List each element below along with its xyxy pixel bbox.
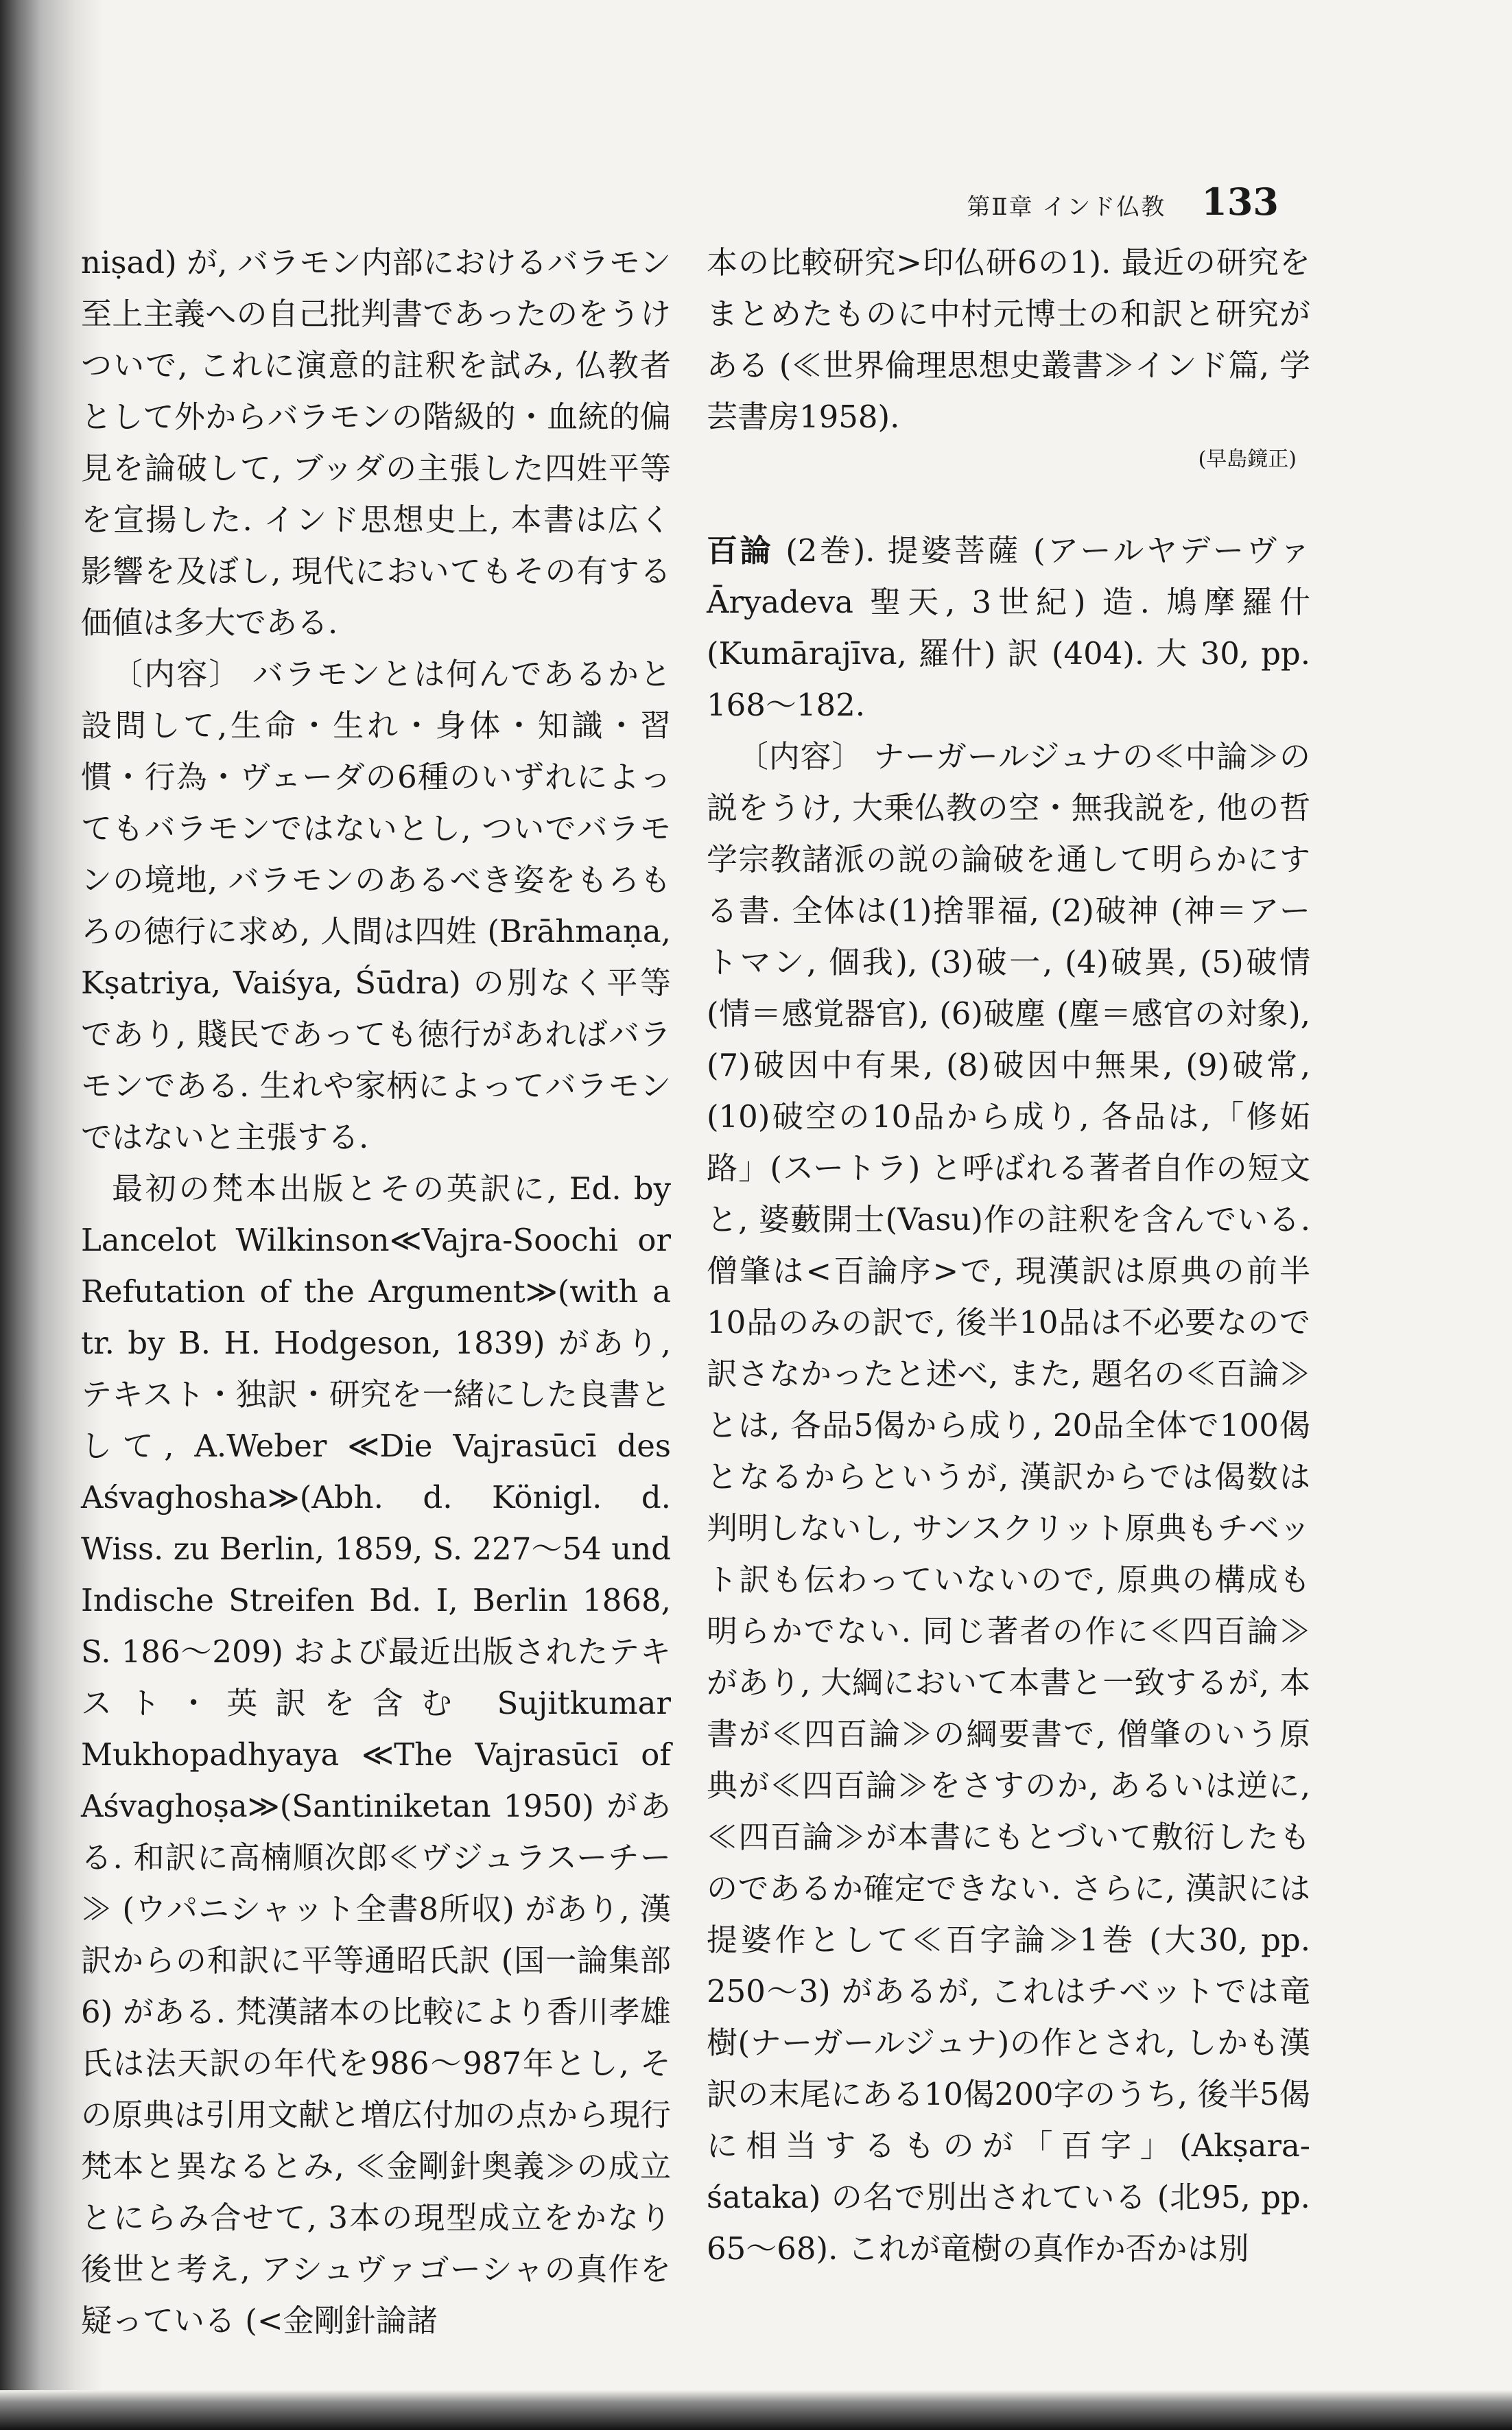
entry-title: 百論 xyxy=(707,532,774,569)
right-column xyxy=(707,237,1310,2274)
page-number: 133 xyxy=(1201,180,1279,224)
paragraph: 〔内容〕 バラモンとは何んであるかと設問して,生命・生れ・身体・知識・習慣・行為・ヴェーダの6種のいずれによってもバラモンではないとし, ついでバラモンの境地, バラモンのあるべき姿をもろもろの徳行に求め, 人間は四姓 (Brāhmaṇa, Kṣatriya, Vaiśya, Śūdra) の別なく平等であり, 賤民であっても徳行があればバラモンである. 生れや家柄によってバラモンではないと主張する. xyxy=(81,656,671,1155)
entry-body: (2巻). 提婆菩薩 (アールヤデーヴァ Āryadeva 聖天, 3世紀) 造. 鳩摩羅什 (Kumārajīva, 羅什) 訳 (404). 大 30, pp. 168～182. xyxy=(707,532,1310,723)
paragraph: 本の比較研究>印仏研6の1). 最近の研究をまとめたものに中村元博士の和訳と研究がある (≪世界倫理思想史叢書≫インド篇, 学芸書房1958). xyxy=(707,244,1310,435)
entry-heading-paragraph xyxy=(707,525,1310,731)
author-signature: (早島鏡正) xyxy=(1198,447,1297,471)
scan-bottom-edge xyxy=(0,2390,1512,2430)
page-header xyxy=(967,180,1279,224)
left-column xyxy=(81,237,671,2346)
paragraph: 〔内容〕 ナーガールジュナの≪中論≫の説をうけ, 大乗仏教の空・無我説を, 他の哲学宗教諸派の説の論破を通して明らかにする書. 全体は(1)捨罪福, (2)破神 (神＝アートマン, 個我), (3)破一, (4)破異, (5)破情 (情＝感覚器官), (6)破塵 (塵＝感官の対象), (7)破因中有果, (8)破因中無果, (9)破常, (10)破空の10品から成り, 各品は,「修妬路」(スートラ) と呼ばれる著者自作の短文と, 婆藪開士(Vasu)作の註釈を含んでいる. 僧肇は<百論序>で, 現漢訳は原典の前半10品のみの訳で, 後半10品は不必要なので訳さなかったと述べ, また, 題名の≪百論≫とは, 各品5偈から成り, 20品全体で100偈となるからというが, 漢訳からでは偈数は判明しないし, サンスクリット原典もチベット訳も伝わっていないので, 原典の構成も明らかでない. 同じ著者の作に≪四百論≫があり, 大綱において本書と一致するが, 本書が≪四百論≫の綱要書で, 僧肇のいう原典が≪四百論≫をさすのか, あるいは逆に, ≪四百論≫が本書にもとづいて敷衍したものであるか確定できない. さらに, 漢訳には提婆作として≪百字論≫1巻 (大30, pp. 250～3) があるが, これはチベットでは竜樹(ナーガールジュナ)の作とされ, しかも漢訳の末尾にある10偈200字のうち, 後半5偈に相当するものが「百字」(Akṣara-śataka) の名で別出されている (北95, pp. 65～68). これが竜樹の真作か否かは別 xyxy=(707,738,1310,2267)
chapter-title: 第Ⅱ章 インド仏教 xyxy=(967,193,1166,221)
paragraph: 最初の梵本出版とその英訳に, Ed. by Lancelot Wilkinson≪Vajra-Soochi or Refutation of the Argument≫(with a tr. by B. H. Hodgeson, 1839) があり, テキスト・独訳・研究を一緒にした良書として, A.Weber ≪Die Vajrasūcī des Aśvaghosha≫(Abh. d. Königl. d. Wiss. zu Berlin, 1859, S. 227～54 und Indische Streifen Bd. I, Berlin 1868, S. 186～209) および最近出版されたテキスト・英訳を含む Sujitkumar Mukhopadhyaya ≪The Vajrasūcī of Aśvaghoṣa≫(Santiniketan 1950) がある. 和訳に高楠順次郎≪ヴジュラスーチー≫ (ウパニシャット全書8所収) があり, 漢訳からの和訳に平等通昭氏訳 (国一論集部6) がある. 梵漢諸本の比較により香川孝雄氏は法天訳の年代を986～987年とし, その原典は引用文献と増広付加の点から現行梵本と異なるとみ, ≪金剛針奥義≫の成立とにらみ合せて, 3本の現型成立をかなり後世と考え, アシュヴァゴーシャの真作を疑っている (<金剛針論諸 xyxy=(81,1170,671,2339)
paragraph: niṣad) が, バラモン内部におけるバラモン至上主義への自己批判書であったのをうけついで, これに演意的註釈を試み, 仏教者として外からバラモンの階級的・血統的偏見を論破して, ブッダの主張した四姓平等を宣揚した. インド思想史上, 本書は広く影響を及ぼし, 現代においてもその有する価値は多大である. xyxy=(81,244,671,641)
entry-spacer xyxy=(707,477,1310,525)
